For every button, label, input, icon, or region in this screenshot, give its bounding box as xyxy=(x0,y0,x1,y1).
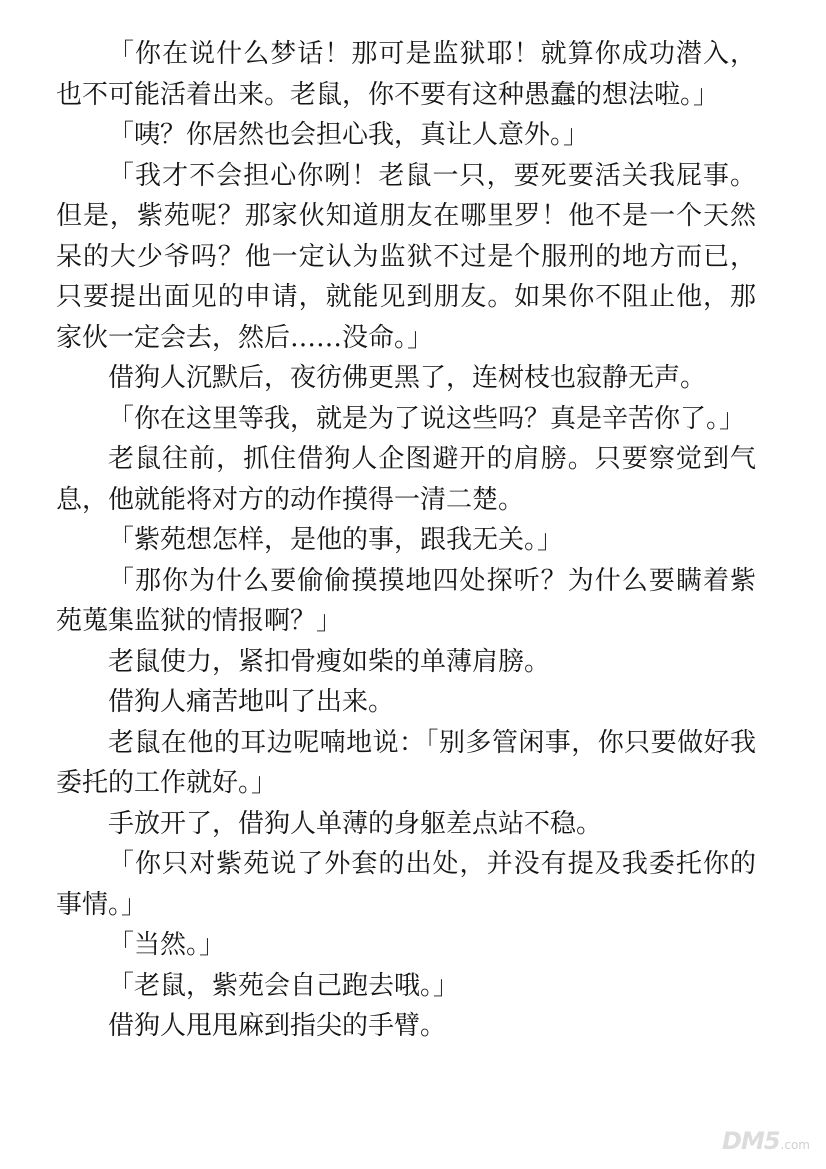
paragraph: 老鼠在他的耳边呢喃地说：「别多管闲事，你只要做好我委托的工作就好。」 xyxy=(56,727,756,798)
watermark-suffix: .com xyxy=(780,1138,810,1152)
paragraph: 「咦？你居然也会担心我，真让人意外。」 xyxy=(108,120,590,150)
paragraph: 「你在说什么梦话！那可是监狱耶！就算你成功潜入，也不可能活着出来。老鼠，你不要有这种愚蠢的想法啦。」 xyxy=(56,39,756,110)
paragraph: 老鼠使力，紧扣骨瘦如柴的单薄肩膀。 xyxy=(108,646,551,677)
paragraph: 手放开了，借狗人单薄的身躯差点站不稳。 xyxy=(108,808,603,839)
paragraph: 「那你为什么要偷偷摸摸地四处探听？为什么要瞒着紫苑蒐集监狱的情报啊？」 xyxy=(56,565,756,636)
paragraph: 「你只对紫苑说了外套的出处，并没有提及我委托你的事情。」 xyxy=(56,849,756,920)
paragraph: 「老鼠，紫苑会自己跑去哦。」 xyxy=(108,970,460,1001)
paragraph: 「你在这里等我，就是为了说这些吗？真是辛苦你了。」 xyxy=(108,403,746,434)
paragraph: 「紫苑想怎样，是他的事，跟我无关。」 xyxy=(108,525,564,555)
page-text xyxy=(56,34,756,1047)
paragraph: 老鼠往前，抓住借狗人企图避开的肩膀。只要察觉到气息，他就能将对方的动作摸得一清二楚。 xyxy=(56,444,756,515)
paragraph: 「我才不会担心你咧！老鼠一只，要死要活关我屁事。但是，紫苑呢？那家伙知道朋友在哪里罗！他不是一个天然呆的大少爷吗？他一定认为监狱不过是个服刑的地方而已，只要提出面见的申请，就能见到朋友。如果你不阻止他，那家伙一定会去，然后……没命。」 xyxy=(56,160,756,353)
paragraph: 借狗人痛苦地叫了出来。 xyxy=(108,687,395,717)
paragraph: 借狗人沉默后，夜彷佛更黑了，连树枝也寂静无声。 xyxy=(108,363,707,393)
watermark-text: DM5 xyxy=(722,1127,780,1155)
watermark-logo xyxy=(722,1127,810,1155)
paragraph: 借狗人甩甩麻到指尖的手臂。 xyxy=(108,1011,447,1041)
paragraph: 「当然。」 xyxy=(108,930,226,960)
